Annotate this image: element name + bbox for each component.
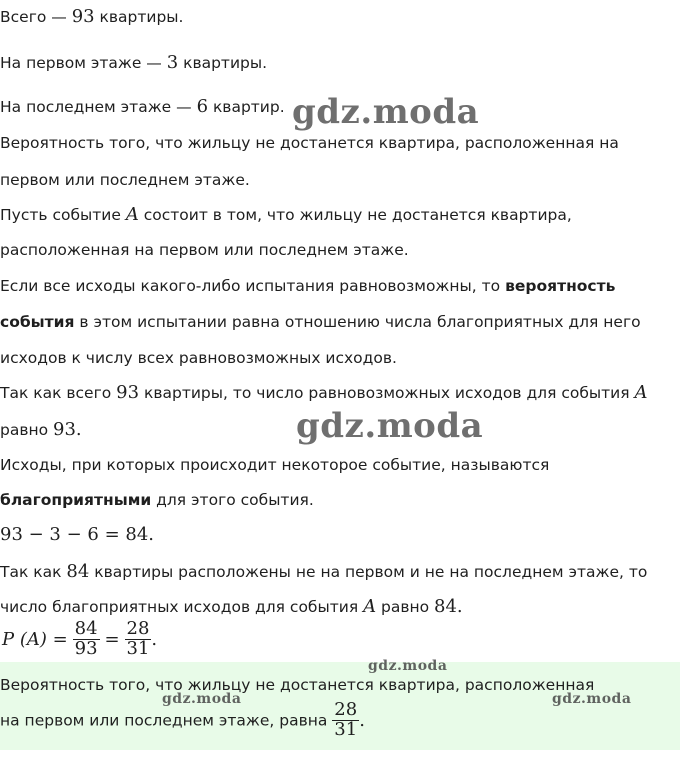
watermark: gdz.moda — [292, 92, 480, 132]
text-line: Исходы, при которых происходит некоторое событие, называются — [0, 456, 550, 474]
text-line: равно 93. — [0, 419, 82, 440]
text-line-total: Всего — 93 квартиры. — [0, 6, 184, 27]
watermark: gdz.moda — [368, 658, 448, 674]
text-line: Вероятность того, что жильцу не достанется квартира, расположенная на — [0, 134, 619, 152]
watermark: gdz.moda — [296, 406, 484, 446]
text-line-last-floor: На последнем этаже — 6 квартир. — [0, 96, 285, 117]
calculation-line: 93 − 3 − 6 = 84. — [0, 524, 155, 545]
answer-fraction: $\frac{28}{31}$ — [334, 699, 358, 740]
watermark: gdz.moda — [162, 691, 242, 707]
answer-line: на первом или последнем этаже, равна $\frac{28}{31}$ . — [0, 699, 365, 740]
text-line-first-floor: На первом этаже — 3 квартиры. — [0, 52, 268, 73]
text-line-event-def: Пусть событие A состоит в том, что жильцу не достанется квартира, — [0, 204, 572, 225]
text-line: исходов к числу всех равновозможных исходов. — [0, 349, 397, 367]
text-line-definition: Если все исходы какого-либо испытания равновозможны, то вероятность — [0, 277, 616, 295]
text-line-total-outcomes: Так как всего 93 квартиры, то число равновозможных исходов для события A — [0, 382, 648, 403]
text-line-favorable-def: благоприятными для этого события. — [0, 491, 314, 509]
probability-formula: P (A) = $\frac{84}{93}$ = $\frac{28}{31}$ . — [2, 618, 158, 659]
text-line: расположенная на первом или последнем этаже. — [0, 241, 409, 259]
text-line: число благоприятных исходов для события A равно 84. — [0, 596, 463, 617]
text-line: первом или последнем этаже. — [0, 171, 250, 189]
fraction-84-93: $\frac{84}{93}$ — [74, 618, 98, 659]
watermark: gdz.moda — [552, 691, 632, 707]
fraction-28-31: $\frac{28}{31}$ — [126, 618, 150, 659]
text-line-definition: события в этом испытании равна отношению числа благоприятных для него — [0, 313, 641, 331]
answer-line: Вероятность того, что жильцу не достанется квартира, расположенная — [0, 676, 595, 694]
text-line-favorable-count: Так как 84 квартиры расположены не на первом и не на последнем этаже, то — [0, 561, 648, 582]
